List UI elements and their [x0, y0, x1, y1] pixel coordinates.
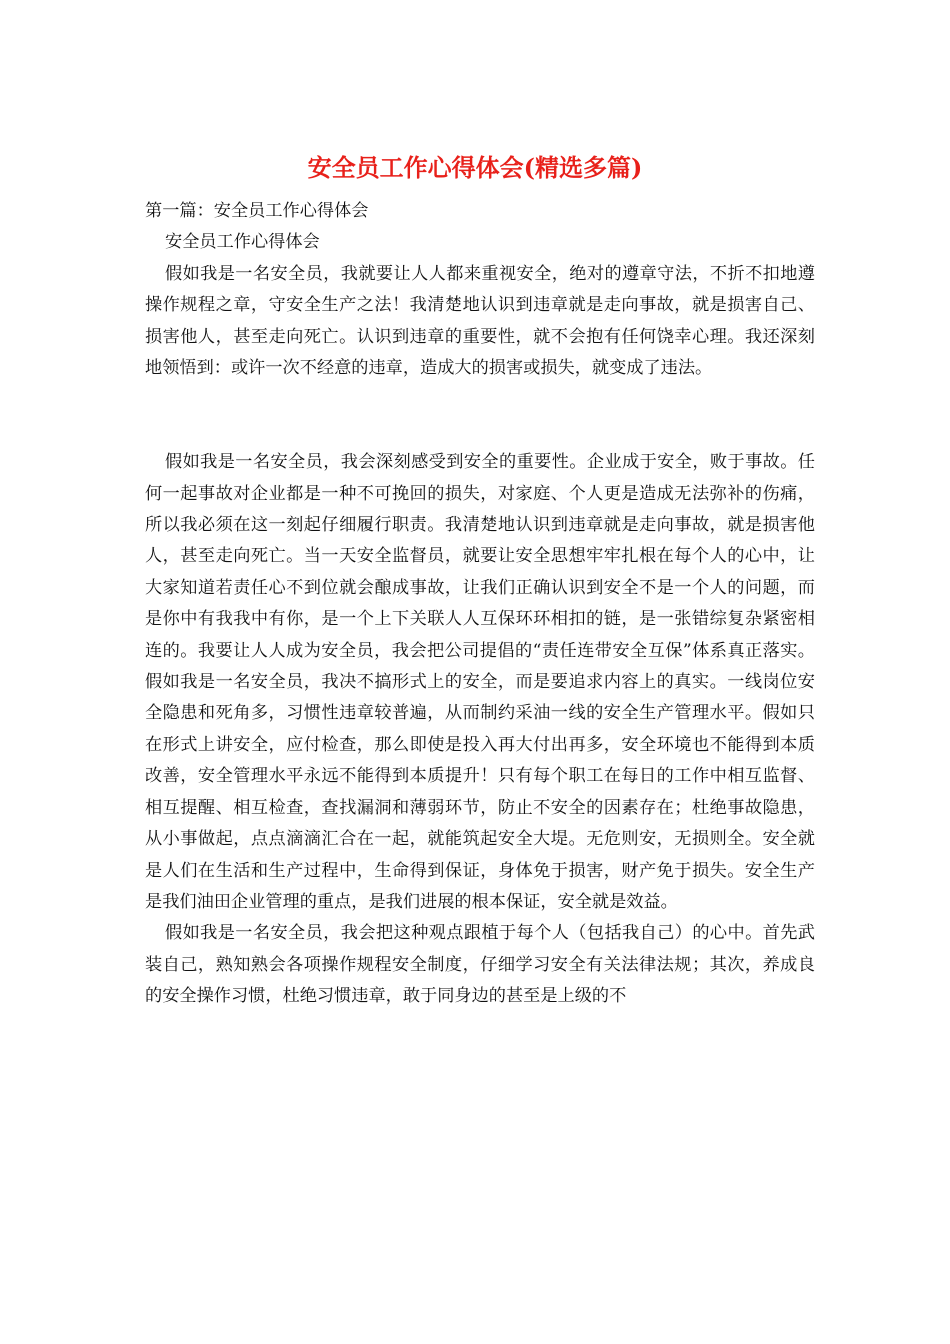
- paragraph-spacer: [145, 416, 815, 447]
- section-heading: 第一篇：安全员工作心得体会: [145, 201, 369, 221]
- subheading: 安全员工作心得体会: [165, 232, 320, 253]
- document-title: 安全员工作心得体会(精选多篇): [307, 153, 643, 182]
- paragraph-3: 假如我是一名安全员，我会把这种观点跟植于每个人（包括我自己）的心中。首先武装自己，熟知熟会各项操作规程安全制度，仔细学习安全有关法律法规；其次，养成良的安全操作习惯，杜绝习惯违章，敢于同身边的甚至是上级的不: [145, 923, 815, 1007]
- paragraph-2: 假如我是一名安全员，我会深刻感受到安全的重要性。企业成于安全，败于事故。任何一起事故对企业都是一种不可挽回的损失，对家庭、个人更是造成无法弥补的伤痛，所以我必须在这一刻起仔细履行职责。我清楚地认识到违章就是走向事故，就是损害他人，甚至走向死亡。当一天安全监督员，就要让安全思想牢牢扎根在每个人的心中，让大家知道若责任心不到位就会酿成事故，让我们正确认识到安全不是一个人的问题，而是你中有我我中有你，是一个上下关联人人互保环环相扣的链，是一张错综复杂紧密相连的。我要让人人成为安全员，我会把公司提倡的“责任连带安全互保”体系真正落实。假如我是一名安全员，我决不搞形式上的安全，而是要追求内容上的真实。一线岗位安全隐患和死角多，习惯性违章较普遍，从而制约采油一线的安全生产管理水平。假如只在形式上讲安全，应付检查，那么即使是投入再大付出再多，安全环境也不能得到本质改善，安全管理水平永远不能得到本质提升！只有每个职工在每日的工作中相互监督、相互提醒、相互检查，查找漏洞和薄弱环节，防止不安全的因素存在；杜绝事故隐患，从小事做起，点点滴滴汇合在一起，就能筑起安全大堤。无危则安，无损则全。安全就是人们在生活和生产过程中，生命得到保证，身体免于损害，财产免于损失。安全生产是我们油田企业管理的重点，是我们进展的根本保证，安全就是效益。: [145, 452, 815, 912]
- paragraph-1: 假如我是一名安全员，我就要让人人都来重视安全，绝对的遵章守法，不折不扣地遵操作规程之章，守安全生产之法！我清楚地认识到违章就是走向事故，就是损害自己、损害他人，甚至走向死亡。认识到违章的重要性，就不会抱有任何饶幸心理。我还深刻地领悟到：或许一次不经意的违章，造成大的损害或损失，就变成了违法。: [145, 263, 815, 379]
- paragraph-spacer: [145, 384, 815, 415]
- document-body: [145, 196, 815, 1013]
